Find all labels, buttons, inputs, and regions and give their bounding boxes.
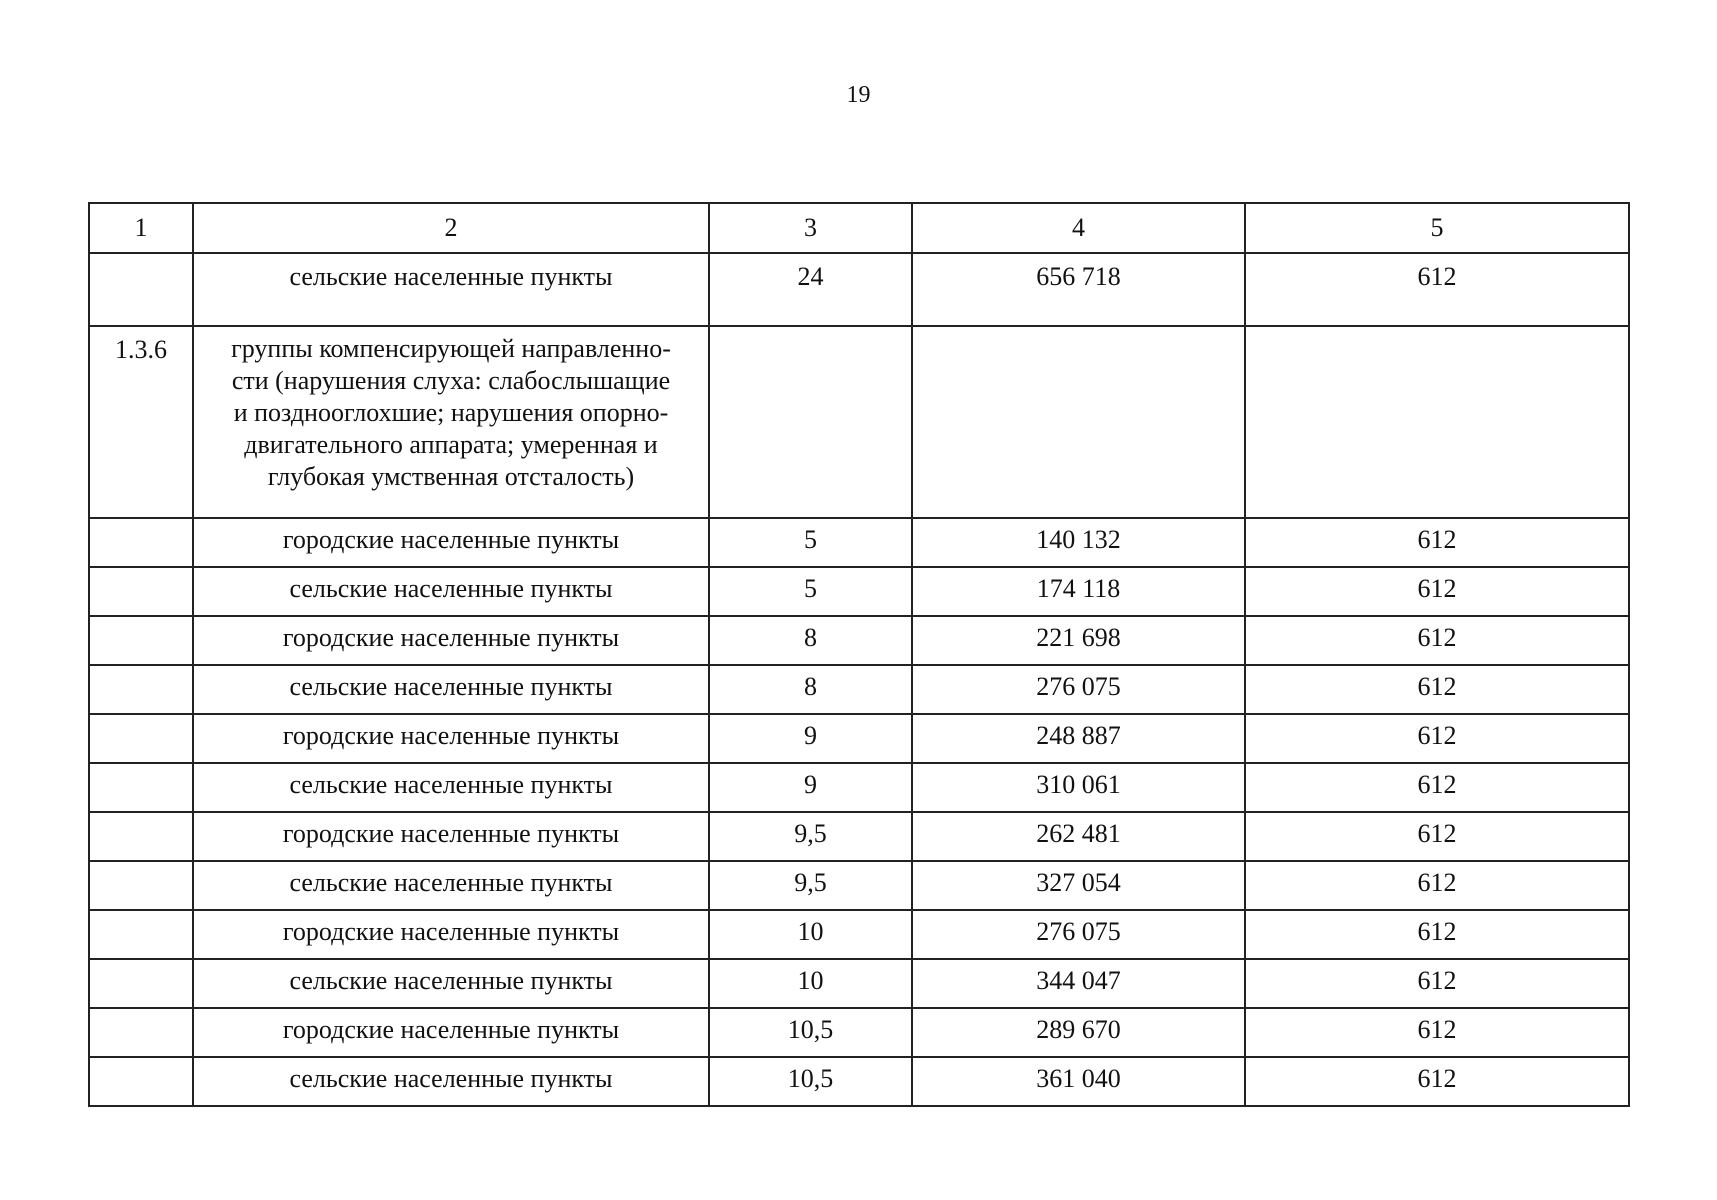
row-col3-cell: 9,5 (709, 861, 912, 910)
row-col3-cell: 5 (709, 567, 912, 616)
section-title-line: группы компенсирующей направленно- (231, 334, 671, 363)
section-title-line: и позднооглохшие; нарушения опорно- (233, 398, 669, 427)
row-col4-cell: 361 040 (912, 1057, 1245, 1106)
row-number-cell (89, 616, 193, 665)
row-col3-cell: 10 (709, 910, 912, 959)
column-header-3: 3 (709, 203, 912, 253)
table-row (89, 518, 1629, 567)
row-number-cell (89, 518, 193, 567)
table-row (89, 665, 1629, 714)
row-col4-cell: 289 670 (912, 1008, 1245, 1057)
row-number-cell (89, 253, 193, 326)
row-number-cell (89, 714, 193, 763)
row-col4-cell: 262 481 (912, 812, 1245, 861)
row-col3-cell: 5 (709, 518, 912, 567)
row-col3-cell: 8 (709, 616, 912, 665)
table-row (89, 763, 1629, 812)
data-table (88, 202, 1630, 1107)
section-col3-cell (709, 326, 912, 518)
row-number-cell (89, 567, 193, 616)
row-number-cell (89, 763, 193, 812)
row-col3-cell: 24 (709, 253, 912, 326)
section-col5-cell (1245, 326, 1629, 518)
row-col5-cell: 612 (1245, 1057, 1629, 1106)
row-col4-cell: 656 718 (912, 253, 1245, 326)
row-number-cell (89, 959, 193, 1008)
table-row (89, 861, 1629, 910)
row-name-cell: сельские населенные пункты (193, 253, 709, 326)
row-name-cell: сельские населенные пункты (193, 763, 709, 812)
row-col5-cell: 612 (1245, 812, 1629, 861)
row-col3-cell: 9 (709, 714, 912, 763)
row-number-cell (89, 1008, 193, 1057)
table-header-row (89, 203, 1629, 253)
column-header-4: 4 (912, 203, 1245, 253)
row-name-cell: городские населенные пункты (193, 616, 709, 665)
row-name-cell: городские населенные пункты (193, 910, 709, 959)
table-row (89, 910, 1629, 959)
column-header-2: 2 (193, 203, 709, 253)
row-name-cell: сельские населенные пункты (193, 1057, 709, 1106)
table-row (89, 1008, 1629, 1057)
row-col4-cell: 221 698 (912, 616, 1245, 665)
section-title-line: глубокая умственная отсталость) (267, 462, 635, 491)
row-col5-cell: 612 (1245, 763, 1629, 812)
row-col5-cell: 612 (1245, 959, 1629, 1008)
row-name-cell: сельские населенные пункты (193, 665, 709, 714)
row-number-cell (89, 861, 193, 910)
column-header-5: 5 (1245, 203, 1629, 253)
section-col4-cell (912, 326, 1245, 518)
row-col4-cell: 174 118 (912, 567, 1245, 616)
row-col5-cell: 612 (1245, 714, 1629, 763)
row-col5-cell: 612 (1245, 616, 1629, 665)
row-col3-cell: 9,5 (709, 812, 912, 861)
row-col4-cell: 327 054 (912, 861, 1245, 910)
row-name-cell: сельские населенные пункты (193, 959, 709, 1008)
table-row (89, 567, 1629, 616)
row-col3-cell: 8 (709, 665, 912, 714)
row-col5-cell: 612 (1245, 253, 1629, 326)
row-col4-cell: 140 132 (912, 518, 1245, 567)
row-number-cell (89, 1057, 193, 1106)
section-title-cell (193, 326, 709, 518)
table-row (89, 812, 1629, 861)
row-col4-cell: 276 075 (912, 910, 1245, 959)
row-col5-cell: 612 (1245, 567, 1629, 616)
row-col4-cell: 276 075 (912, 665, 1245, 714)
row-col4-cell: 344 047 (912, 959, 1245, 1008)
row-col5-cell: 612 (1245, 910, 1629, 959)
table-row (89, 1057, 1629, 1106)
column-header-1: 1 (89, 203, 193, 253)
row-col5-cell: 612 (1245, 1008, 1629, 1057)
row-col4-cell: 310 061 (912, 763, 1245, 812)
row-name-cell: городские населенные пункты (193, 518, 709, 567)
table-row (89, 959, 1629, 1008)
page-number: 19 (846, 82, 871, 108)
section-title-line: двигательного аппарата; умеренная и (244, 430, 658, 459)
row-col5-cell: 612 (1245, 518, 1629, 567)
table-row (89, 616, 1629, 665)
row-col3-cell: 10 (709, 959, 912, 1008)
row-col5-cell: 612 (1245, 665, 1629, 714)
row-number-cell (89, 812, 193, 861)
row-name-cell: сельские населенные пункты (193, 861, 709, 910)
row-name-cell: городские населенные пункты (193, 812, 709, 861)
row-name-cell: сельские населенные пункты (193, 567, 709, 616)
row-number-cell (89, 665, 193, 714)
row-col3-cell: 9 (709, 763, 912, 812)
row-number-cell (89, 910, 193, 959)
section-row (89, 326, 1629, 518)
row-name-cell: городские населенные пункты (193, 1008, 709, 1057)
row-col3-cell: 10,5 (709, 1057, 912, 1106)
row-col5-cell: 612 (1245, 861, 1629, 910)
table-row (89, 253, 1629, 326)
row-col3-cell: 10,5 (709, 1008, 912, 1057)
table-row (89, 714, 1629, 763)
row-col4-cell: 248 887 (912, 714, 1245, 763)
section-number-cell: 1.3.6 (89, 326, 193, 518)
section-title-line: сти (нарушения слуха: слабослышащие (231, 366, 671, 395)
row-name-cell: городские населенные пункты (193, 714, 709, 763)
